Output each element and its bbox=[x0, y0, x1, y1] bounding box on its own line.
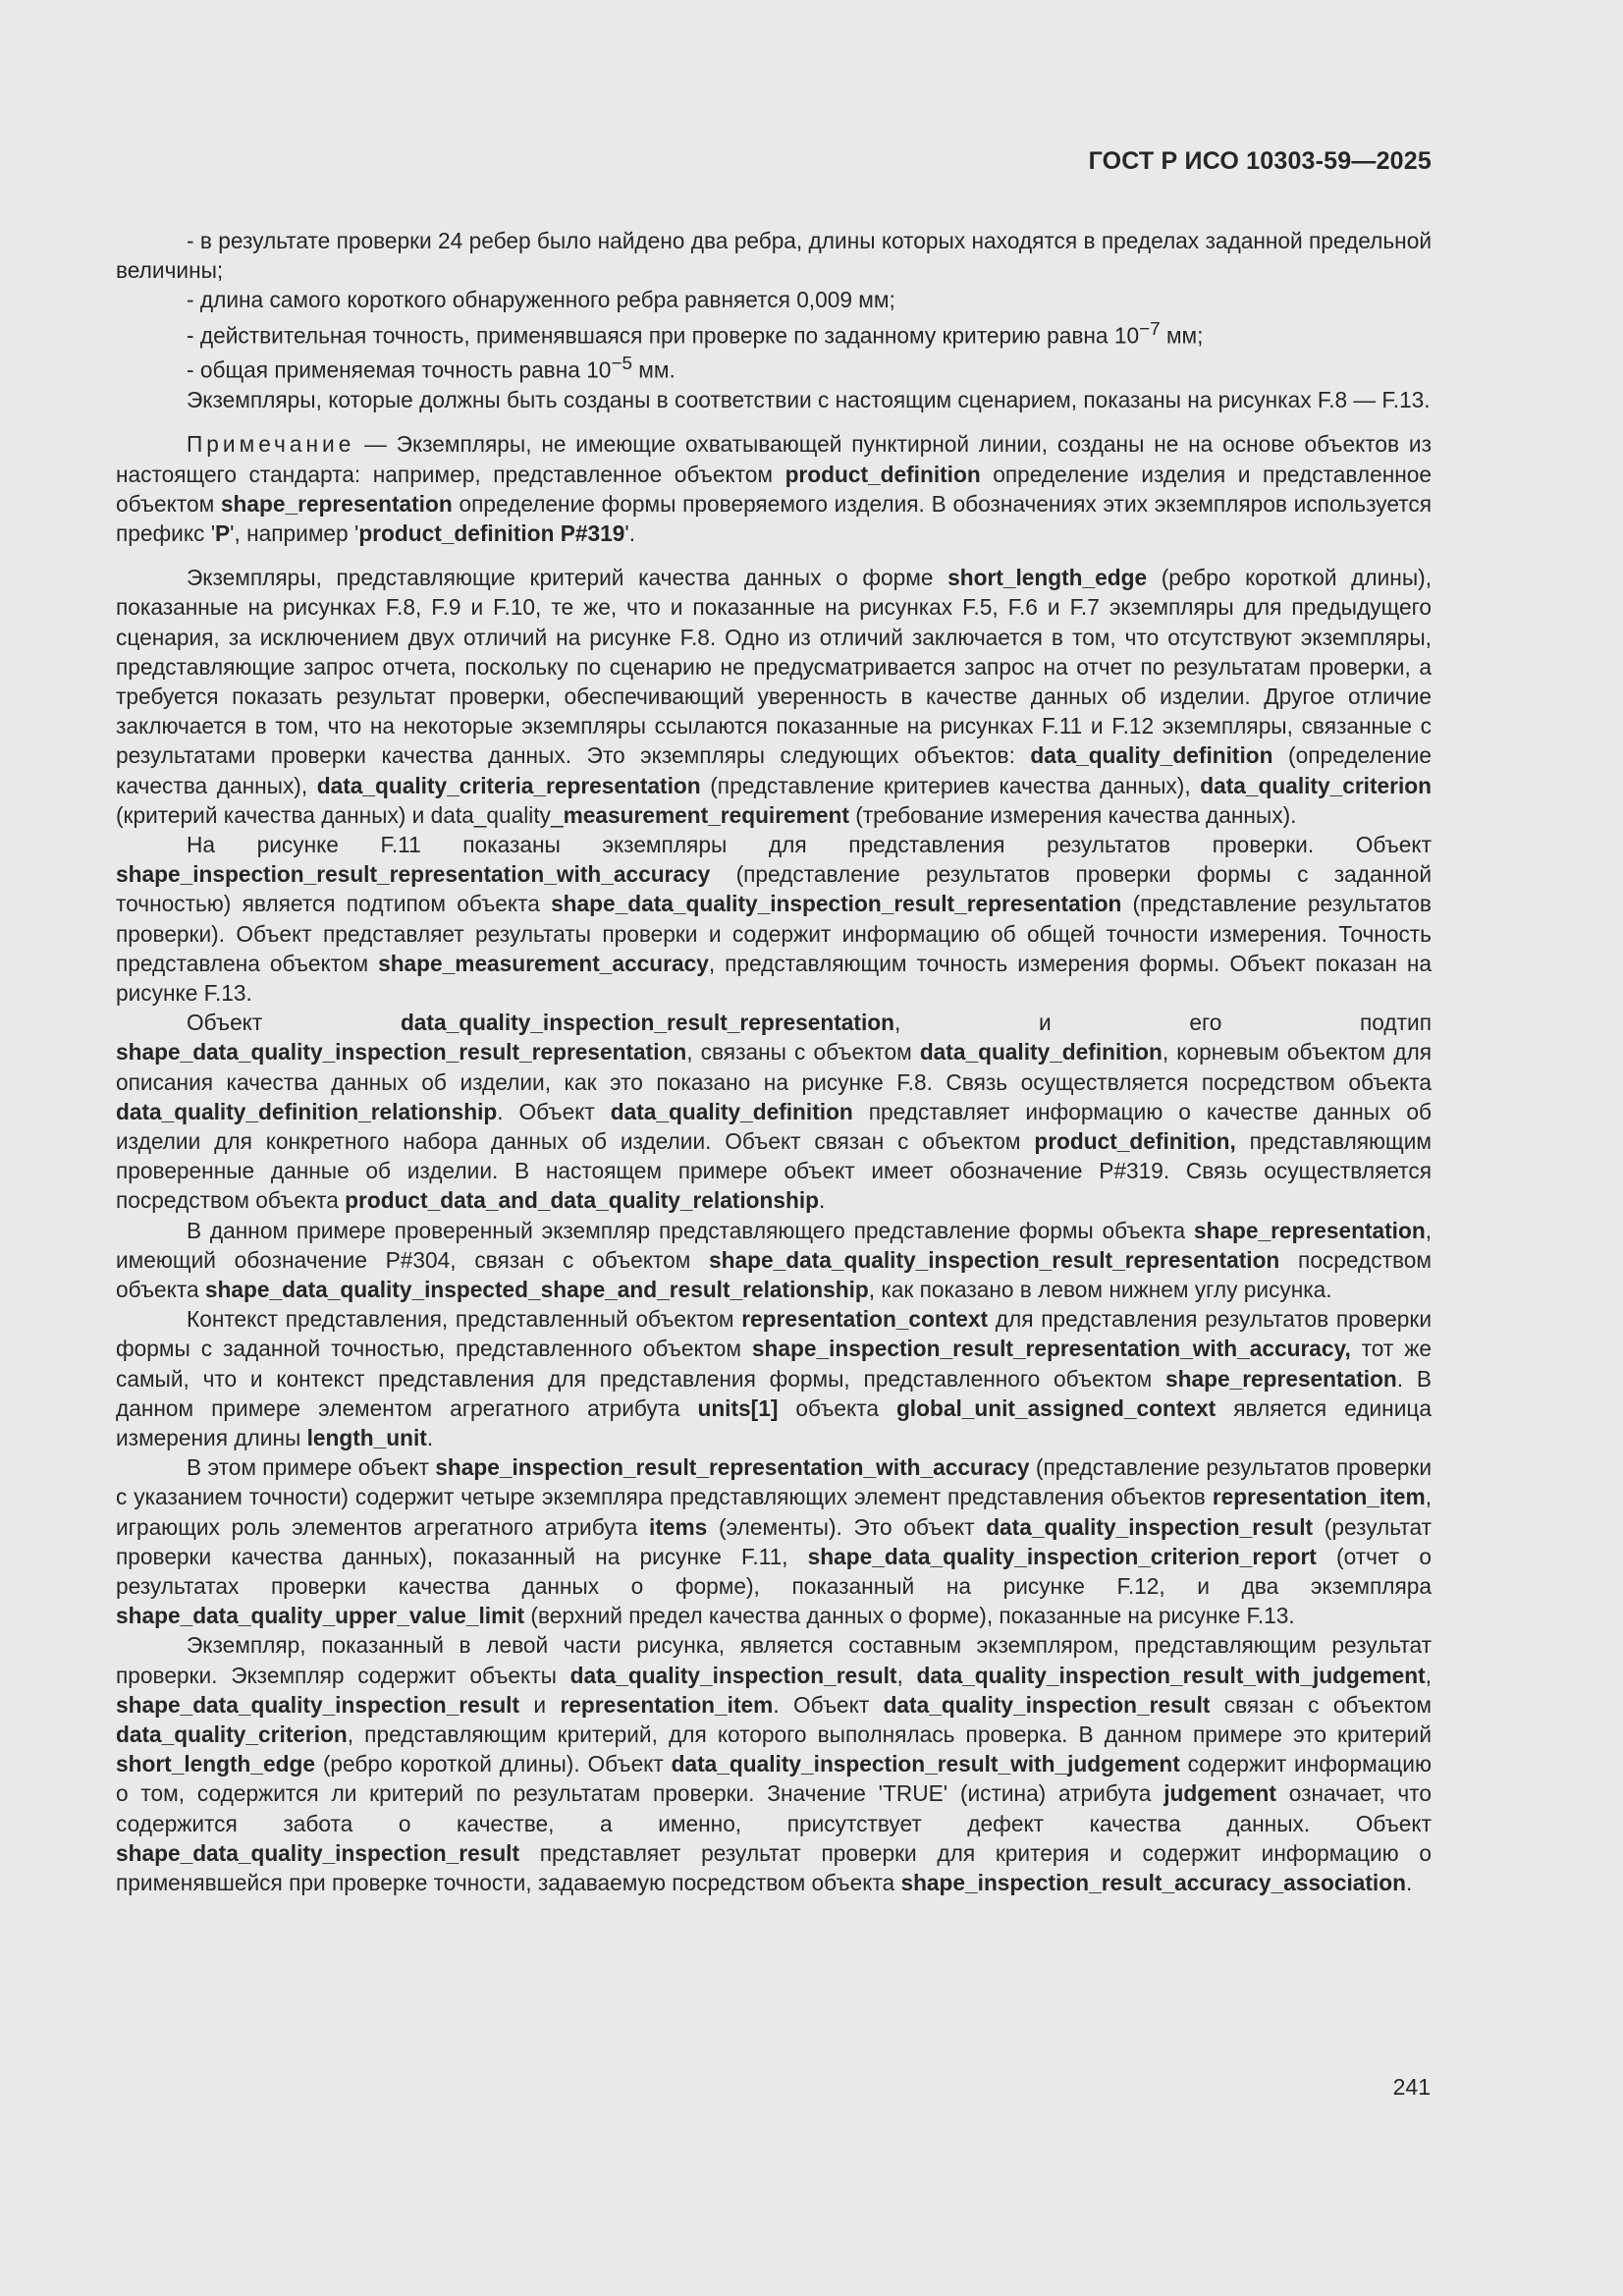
paragraph bbox=[116, 1216, 1432, 1305]
text-run: (представление критериев качества данных), bbox=[700, 772, 1201, 798]
page-number: 241 bbox=[1392, 2074, 1431, 2100]
paragraph bbox=[116, 830, 1432, 1008]
text-run: - в результате проверки 24 ребер было найдено два ребра, длины которых находятся в пределах заданной предельной величины; bbox=[116, 228, 1432, 284]
text-run: (ребро короткой длины), показанные на рисунках F.8, F.9 и F.10, те же, что и показанные на рисунках F.5, F.6 и F.7 экземпляры для предыдущего сценария, за исключением двух отличий на рисунке F.8. Одно из отличий заключается в том, что отсутствуют экземпляры, представляющие запрос отчета, поскольку по сценарию не предусматривается запрос на отчет по результатам проверки, а требуется показать результат проверки, обеспечивающий уверенность в качестве данных об изделии. Другое отличие заключается в том, что на некоторые экземпляры ссылаются показанные на рисунках F.11 и F.12 экземпляры, связанные с результатами проверки качества данных. Это экземпляры следующих объектов: bbox=[116, 565, 1432, 769]
text-run: , связаны с объектом bbox=[686, 1039, 920, 1066]
entity-name: data_quality_criterion bbox=[116, 1722, 348, 1748]
text-run: , играющих роль элементов агрегатного атрибута bbox=[116, 1484, 1432, 1540]
text-run: является единица измерения длины bbox=[116, 1394, 1433, 1451]
text-run: , представляющим точность измерения формы. Объект показан на рисунке F.13. bbox=[116, 950, 1432, 1006]
paragraph bbox=[116, 350, 1432, 385]
text-run: . Объект bbox=[773, 1691, 884, 1718]
entity-name: data_quality_definition_relationship bbox=[116, 1098, 498, 1124]
text-run: ', например ' bbox=[230, 519, 359, 546]
paragraph bbox=[116, 1452, 1432, 1630]
entity-name: data_quality_inspection_result_with_judgement bbox=[916, 1662, 1426, 1688]
text-run: — Экземпляры, не имеющие охватывающей пунктирной линии, созданы не на основе объектов из настоящего стандарта: например, представленное объектом bbox=[116, 431, 1432, 487]
text-run: , bbox=[896, 1662, 917, 1688]
text-run: (представление результатов проверки формы с заданной точностью) является подтипом объекта bbox=[116, 861, 1432, 917]
entity-name: shape_representation bbox=[220, 490, 453, 517]
entity-name: shape_data_quality_inspection_result_representation bbox=[709, 1246, 1280, 1273]
text-run: означает, что содержится забота о качестве, а именно, присутствует дефект качества данных. Объект bbox=[116, 1780, 1432, 1836]
entity-name: measurement_requirement bbox=[563, 801, 849, 828]
text-run: (результат проверки качества данных), показанный на рисунке F.11, bbox=[116, 1513, 1432, 1569]
paragraph bbox=[116, 1630, 1432, 1897]
entity-name: shape_inspection_result_representation_with_accuracy bbox=[435, 1454, 1030, 1481]
entity-name: representation_item bbox=[560, 1691, 774, 1718]
entity-name: length_unit bbox=[306, 1425, 427, 1451]
entity-name: shape_representation bbox=[1165, 1365, 1397, 1392]
text-run: , bbox=[1425, 1662, 1432, 1688]
entity-name: shape_data_quality_upper_value_limit bbox=[116, 1603, 525, 1629]
entity-name: shape_data_quality_inspection_result_representation bbox=[551, 891, 1122, 917]
text-run: '. bbox=[624, 519, 635, 546]
text-run: мм. bbox=[632, 356, 676, 383]
entity-name: data_quality_inspection_result_representation bbox=[400, 1010, 894, 1036]
text-run: мм; bbox=[1160, 322, 1204, 349]
entity-name: data_quality_definition bbox=[919, 1039, 1163, 1066]
entity-name: data_quality_criteria_representation bbox=[316, 772, 701, 798]
text-run: для представления результатов проверки формы с заданной точностью, представленного объектом bbox=[116, 1306, 1432, 1362]
text-run: , имеющий обозначение P#304, связан с объектом bbox=[116, 1217, 1432, 1273]
entity-name: data_quality_inspection_result bbox=[569, 1662, 897, 1688]
entity-name: shape_measurement_accuracy bbox=[378, 950, 709, 976]
exponent: −7 bbox=[1139, 318, 1161, 340]
text-run: - действительная точность, применявшаяся при проверке по заданному критерию равна 10 bbox=[187, 322, 1140, 349]
text-run: (элементы). Это объект bbox=[707, 1513, 987, 1540]
text-run: Экземпляр, показанный в левой части рисунка, является составным экземпляром, представляющим результат проверки. Экземпляр содержит объекты bbox=[116, 1632, 1432, 1688]
text-run: (верхний предел качества данных о форме), показанные на рисунке F.13. bbox=[524, 1603, 1295, 1629]
entity-name: P bbox=[215, 519, 231, 546]
entity-name: short_length_edge bbox=[947, 565, 1148, 591]
paragraph bbox=[116, 315, 1432, 351]
text-run: и bbox=[519, 1691, 561, 1718]
text-run: содержит информацию о том, содержится ли критерий по результатам проверки. Значение 'TRUE' (истина) атрибута bbox=[116, 1751, 1432, 1807]
text-run: . В данном примере элементом агрегатного атрибута bbox=[116, 1365, 1432, 1421]
entity-name: shape_data_quality_inspection_result bbox=[116, 1691, 520, 1718]
text-run: В этом примере объект bbox=[187, 1454, 436, 1481]
text-run: Объект bbox=[187, 1010, 401, 1036]
text-run: . bbox=[426, 1425, 434, 1451]
text-run: Контекст представления, представленный объектом bbox=[187, 1306, 742, 1333]
paragraph bbox=[116, 285, 1432, 314]
text-run: (отчет о результатах проверки качества данных о форме), показанный на рисунке F.12, и два экземпляра bbox=[116, 1543, 1432, 1600]
entity-name: shape_data_quality_inspection_result bbox=[116, 1839, 520, 1866]
text-run: - длина самого короткого обнаруженного ребра равняется 0,009 мм; bbox=[187, 287, 895, 313]
entity-name: product_definition bbox=[784, 461, 981, 487]
text-run: Экземпляры, которые должны быть созданы в соответствии с настоящим сценарием, показаны на рисунках F.8 — F.13. bbox=[187, 387, 1431, 413]
text-run: представляющим проверенные данные об изделии. В настоящем примере объект имеет обозначение P#319. Связь осуществляется посредством объекта bbox=[116, 1128, 1432, 1214]
text-run: , представляющим критерий, для которого выполнялась проверка. В данном примере это критерий bbox=[347, 1722, 1432, 1748]
entity-name: global_unit_assigned_context bbox=[895, 1394, 1217, 1421]
text-run: . Объект bbox=[497, 1098, 611, 1124]
body-text bbox=[116, 226, 1432, 1897]
text-run: , корневым объектом для описания качества данных об изделии, как это показано на рисунке F.8. Связь осуществляется посредством объекта bbox=[116, 1039, 1432, 1095]
entity-name: product_definition P#319 bbox=[358, 519, 625, 546]
text-run: (требование измерения качества данных). bbox=[848, 801, 1297, 828]
entity-name: shape_representation bbox=[1193, 1217, 1426, 1243]
paragraph bbox=[116, 1008, 1432, 1215]
paragraph bbox=[116, 385, 1432, 414]
entity-name: shape_data_quality_inspection_result_representation bbox=[116, 1039, 687, 1066]
document-header: ГОСТ Р ИСО 10303-59—2025 bbox=[1088, 147, 1432, 175]
entity-name: data_quality_inspection_result bbox=[986, 1513, 1314, 1540]
text-run: (представление результатов проверки с указанием точности) содержит четыре экземпляра представляющих элемент представления объектов bbox=[116, 1454, 1432, 1510]
text-run: (критерий качества данных) и data_quality_ bbox=[116, 801, 564, 828]
entity-name: data_quality_inspection_result_with_judgement bbox=[671, 1751, 1180, 1777]
text-run: . bbox=[819, 1187, 826, 1214]
text-run: связан с объектом bbox=[1210, 1691, 1433, 1718]
entity-name: judgement bbox=[1163, 1780, 1276, 1807]
entity-name: product_definition, bbox=[1034, 1128, 1236, 1155]
text-run: (определение качества данных), bbox=[116, 742, 1432, 798]
text-run: , как показано в левом нижнем углу рисунка. bbox=[868, 1277, 1332, 1303]
text-run: представляет информацию о качестве данных об изделии для конкретного набора данных об изделии. Объект связан с объектом bbox=[116, 1098, 1432, 1155]
entity-name: items bbox=[649, 1513, 708, 1540]
text-run: Экземпляры, представляющие критерий качества данных о форме bbox=[187, 565, 948, 591]
paragraph bbox=[116, 429, 1432, 548]
text-run: . bbox=[1405, 1870, 1413, 1896]
text-run: (представление результатов проверки). Объект представляет результаты проверки и содержит информацию об общей точности измерения. Точность представлена объектом bbox=[116, 891, 1432, 976]
entity-name: short_length_edge bbox=[116, 1751, 315, 1777]
text-run: определение формы проверяемого изделия. В обозначениях этих экземпляров используется префикс ' bbox=[116, 490, 1432, 546]
entity-name: representation_item bbox=[1212, 1484, 1426, 1510]
text-run: объекта bbox=[778, 1394, 896, 1421]
text-run: На рисунке F.11 показаны экземпляры для представления результатов проверки. Объект bbox=[187, 831, 1432, 857]
entity-name: shape_data_quality_inspected_shape_and_result_relationship bbox=[204, 1277, 869, 1303]
entity-name: shape_inspection_result_representation_with_accuracy bbox=[116, 861, 711, 888]
entity-name: shape_data_quality_inspection_criterion_report bbox=[807, 1543, 1317, 1569]
exponent: −5 bbox=[611, 354, 632, 375]
entity-name: representation_context bbox=[741, 1306, 989, 1333]
entity-name: units[1] bbox=[697, 1394, 779, 1421]
text-run: В данном примере проверенный экземпляр представляющего представление формы объекта bbox=[187, 1217, 1194, 1243]
entity-name: product_data_and_data_quality_relationship bbox=[345, 1187, 820, 1214]
note-label: Примечание bbox=[187, 431, 355, 458]
entity-name: shape_inspection_result_representation_with_accuracy, bbox=[751, 1336, 1351, 1362]
text-run: - общая применяемая точность равна 10 bbox=[187, 356, 612, 383]
paragraph bbox=[116, 1304, 1432, 1452]
text-run: представляет результат проверки для критерия и содержит информацию о применявшейся при проверке точности, задаваемую посредством объекта bbox=[116, 1839, 1432, 1896]
text-run: определение изделия и представленное объектом bbox=[116, 461, 1433, 517]
entity-name: data_quality_criterion bbox=[1200, 772, 1432, 798]
paragraph bbox=[116, 226, 1432, 285]
entity-name: data_quality_inspection_result bbox=[883, 1691, 1211, 1718]
entity-name: shape_inspection_result_accuracy_association bbox=[900, 1870, 1406, 1896]
text-run: (ребро короткой длины). Объект bbox=[314, 1751, 672, 1777]
text-run: тот же самый, что и контекст представления для представления формы, представленного объектом bbox=[116, 1336, 1432, 1392]
text-run: , и его подтип bbox=[894, 1010, 1433, 1036]
entity-name: data_quality_definition bbox=[1030, 742, 1273, 769]
text-run: посредством объекта bbox=[116, 1246, 1433, 1303]
entity-name: data_quality_definition bbox=[610, 1098, 853, 1124]
paragraph bbox=[116, 563, 1432, 830]
